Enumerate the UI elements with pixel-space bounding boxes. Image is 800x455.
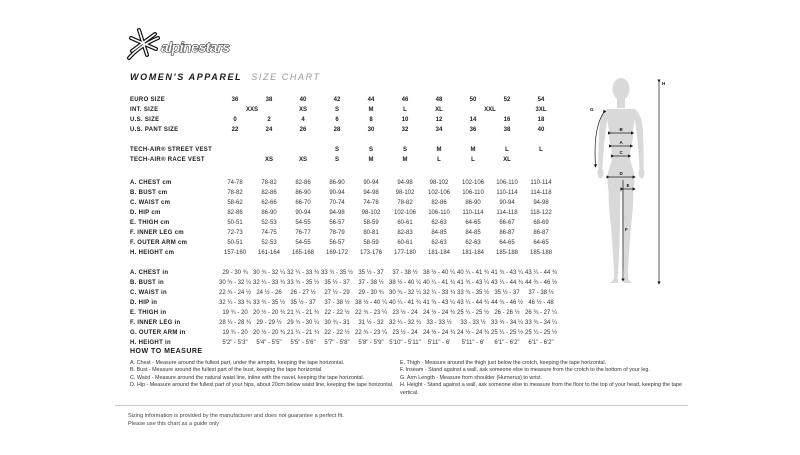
- row-label: C. WAIST cm: [130, 200, 171, 206]
- size-cell: M: [436, 147, 442, 153]
- size-cell: 33 - 33 ½: [426, 320, 452, 326]
- row-label: E. THIGH in: [130, 310, 167, 316]
- size-cell: L: [539, 147, 543, 153]
- size-cell: 82-83: [397, 230, 413, 236]
- size-cell: 82-86: [227, 210, 243, 216]
- size-cell: 177-180: [393, 250, 417, 256]
- row-label: G. OUTER ARM in: [130, 330, 186, 336]
- size-cell: 37 - 38 ½: [392, 270, 418, 276]
- size-cell: 52-53: [261, 220, 277, 226]
- footer-divider: [115, 405, 688, 406]
- measure-instruction: H. Height - Stand against a wall, ask someone else to measure from the floor to the top of your head, keeping the tape vertical.: [400, 382, 682, 396]
- size-cell: 42: [333, 97, 341, 103]
- size-cell: 10: [401, 117, 409, 123]
- size-cell: 50-51: [227, 220, 243, 226]
- size-cell: 8: [369, 117, 373, 123]
- size-cell: 94-98: [329, 210, 345, 216]
- page-title-main: WOMEN'S APPAREL: [130, 72, 243, 82]
- size-cell: 32 ¼ - 32 ¾: [388, 320, 422, 326]
- size-cell: 35 ½ - 37: [290, 300, 316, 306]
- size-cell: 35 ½ - 37: [324, 280, 350, 286]
- size-cell: 26: [299, 127, 307, 133]
- size-cell: 64-65: [499, 240, 515, 246]
- size-cell: L: [471, 157, 475, 163]
- figure-label-bust: B: [619, 127, 623, 132]
- size-cell: 33 ¾ - 35 ½: [456, 290, 490, 296]
- size-cell: 110-114: [496, 190, 518, 196]
- alpinestars-logo: [126, 22, 244, 73]
- table-row: [130, 338, 558, 348]
- how-to-measure-left-column: [130, 360, 398, 390]
- size-cell: 46 ½ - 48: [528, 300, 554, 306]
- row-label: U.S. PANT SIZE: [130, 127, 179, 133]
- size-cell: 26 - 27 ½: [290, 290, 316, 296]
- size-cell: [524, 155, 558, 165]
- how-to-measure-right-column: [400, 360, 682, 397]
- size-cell: 185-188: [529, 250, 553, 256]
- size-cell: 165-168: [291, 250, 315, 256]
- size-cell: 5'11" - 6': [461, 340, 485, 346]
- size-cell: 32 ¼ - 33 ¾: [286, 270, 320, 276]
- table-row: [130, 115, 558, 125]
- size-cell: 33 ¾ - 34 ¼: [490, 320, 524, 326]
- size-cell: 18: [537, 117, 545, 123]
- how-to-measure-heading: HOW TO MEASURE: [130, 348, 203, 355]
- size-cell: 38 ½ - 40 ¼: [422, 270, 456, 276]
- table-row: [130, 95, 558, 105]
- size-cell: 19 ¾ - 20: [222, 330, 248, 336]
- size-cell: 46: [401, 97, 409, 103]
- size-cell: 66-67: [499, 220, 515, 226]
- row-label: D. HIP in: [130, 300, 158, 306]
- size-cell: M: [368, 107, 374, 113]
- table-row: [130, 155, 558, 165]
- size-cell: 33 ¾ - 35 ½: [320, 270, 354, 276]
- row-label: H. HEIGHT cm: [130, 250, 175, 256]
- size-cell: 64-65: [465, 220, 481, 226]
- size-cell: 32 ¼ - 33 ¾: [422, 290, 456, 296]
- size-cell: 118-122: [530, 210, 552, 216]
- figure-label-thigh: E: [626, 183, 630, 188]
- size-cell: 40: [299, 97, 307, 103]
- size-cell: 41 ¾ - 43 ¼: [490, 270, 524, 276]
- size-cell: 32 ¼ - 33 ¾: [252, 280, 286, 286]
- size-cell: 5'2" - 5'3": [222, 340, 248, 346]
- size-cell: S: [334, 157, 339, 163]
- size-cell: 86-90: [261, 210, 277, 216]
- measure-instruction: G. Arm Length - Measure from shoulder (Humerus) to wrist.: [400, 374, 542, 381]
- measure-instruction: E. Thigh - Measure around the thigh just below the crotch, keeping the tape horizontal.: [400, 360, 607, 366]
- size-cell: 86-90: [329, 180, 345, 186]
- size-cell: 24: [265, 127, 273, 133]
- size-cell: 6'1" - 6'2": [528, 340, 554, 346]
- row-label: EURO SIZE: [130, 97, 166, 103]
- size-cell: 48: [435, 97, 443, 103]
- row-label: TECH-AIR® STREET VEST: [130, 147, 213, 153]
- size-cell: 36: [469, 127, 477, 133]
- size-cell: 114-118: [530, 190, 552, 196]
- size-cell: 106-110: [428, 210, 450, 216]
- size-cell: 38 ½ - 40 ¼: [388, 280, 422, 286]
- size-cell: 32: [401, 127, 409, 133]
- size-cell: 16: [503, 117, 511, 123]
- figure-label-waist: C: [619, 150, 623, 155]
- size-cell: 86-90: [295, 190, 311, 196]
- size-cell: 44: [367, 97, 375, 103]
- footer-note-line1: Sizing information is provided by the manufacturer and does not guarantee a perfect fit.: [128, 413, 344, 419]
- size-cell: 86-87: [499, 230, 515, 236]
- size-cell: L: [505, 147, 509, 153]
- size-cell: 94-98: [363, 190, 379, 196]
- footer-note-line2: Please use this chart as a guide only: [128, 421, 220, 427]
- size-cell: 66-70: [295, 200, 311, 206]
- size-cell: 58-62: [227, 200, 243, 206]
- size-cell: M: [368, 157, 374, 163]
- size-cell: 22 - 22 ½: [324, 310, 350, 316]
- row-label: E. THIGH cm: [130, 220, 170, 226]
- size-cell: 98-102: [395, 190, 415, 196]
- size-cell: 60-61: [397, 220, 413, 226]
- size-cell: 44 ¾ - 46 ½: [490, 300, 524, 306]
- size-cell: XXL: [484, 107, 496, 113]
- size-cell: 185-188: [495, 250, 519, 256]
- size-cell: 22 ¾ - 24 ½: [218, 290, 252, 296]
- size-cell: 28 ¼ - 28 ¾: [218, 320, 252, 326]
- size-cell: 98-102: [361, 210, 381, 216]
- table-row: [130, 198, 558, 208]
- size-cell: 62-63: [431, 220, 447, 226]
- row-label: F. OUTER ARM cm: [130, 240, 188, 246]
- row-label: F. INNER LEG cm: [130, 230, 184, 236]
- size-cell: 181-184: [461, 250, 485, 256]
- size-table-body: [130, 95, 558, 348]
- size-cell: 26 - 26 ½: [494, 310, 520, 316]
- row-label: U.S. SIZE: [130, 117, 160, 123]
- logo-wordmark: alpinestars: [161, 39, 230, 55]
- size-cell: 25 ¼ - 25 ½: [524, 330, 558, 336]
- size-cell: 173-176: [359, 250, 383, 256]
- table-row: [130, 278, 558, 288]
- size-cell: 29 - 30 ¾: [222, 270, 248, 276]
- size-cell: 26 ¾ - 27 ¼: [524, 310, 558, 316]
- size-cell: XL: [435, 107, 443, 113]
- size-cell: 62-63: [465, 240, 481, 246]
- figure-label-height: H: [662, 81, 666, 86]
- page-title-sub: SIZE CHART: [251, 72, 321, 82]
- measure-instruction: B. Bust - Measure around the fullest part of the bust, keeping the tape horizontal.: [130, 367, 323, 374]
- size-cell: 169-172: [325, 250, 349, 256]
- size-cell: 22 ¾ - 23 ¼: [354, 310, 388, 316]
- measure-instruction: F. Inseam - Stand against a wall, ask someone else to measure from the crotch to the bottom of your leg.: [400, 367, 650, 374]
- size-cell: 50: [469, 97, 477, 103]
- size-cell: 5'8" - 5'9": [358, 340, 384, 346]
- row-label: B. BUST cm: [130, 190, 168, 196]
- size-cell: 28: [333, 127, 341, 133]
- size-cell: 35 ½ - 37: [494, 290, 520, 296]
- size-cell: 44 ¾ - 46 ½: [524, 280, 558, 286]
- table-row: [130, 178, 558, 188]
- size-cell: 43 ¼ - 44 ¾: [490, 280, 524, 286]
- size-cell: 37 - 38 ½: [528, 290, 554, 296]
- table-spacer: [130, 258, 558, 268]
- size-cell: 33 ¾ - 35 ½: [252, 300, 286, 306]
- size-cell: 25 ¼ - 25 ½: [490, 330, 524, 336]
- size-cell: 84-85: [465, 230, 481, 236]
- size-cell: S: [402, 147, 407, 153]
- page-title: [130, 72, 321, 82]
- size-cell: 41 ¾ - 43 ¼: [456, 280, 490, 286]
- size-cell: 98-102: [429, 180, 449, 186]
- size-cell: 33 - 33 ½: [460, 320, 486, 326]
- size-cell: M: [470, 147, 476, 153]
- figure-label-chest: A: [619, 140, 623, 145]
- size-cell: 29 ¾ - 30 ¼: [286, 320, 320, 326]
- size-cell: 30 ¾ - 32 ¼: [388, 290, 422, 296]
- size-cell: 82-86: [261, 190, 277, 196]
- size-cell: 54: [537, 97, 545, 103]
- size-cell: 52: [503, 97, 511, 103]
- figure-label-inseam: F: [625, 227, 628, 232]
- size-cell: 78-82: [227, 190, 243, 196]
- size-cell: 6: [335, 117, 339, 123]
- row-label: A. CHEST in: [130, 270, 169, 276]
- size-cell: 40 ¼ - 41 ¾: [456, 270, 490, 276]
- size-cell: 74-75: [261, 230, 277, 236]
- row-label: H. HEIGHT in: [130, 340, 171, 346]
- size-cell: 110-114: [462, 210, 484, 216]
- table-row: [130, 268, 558, 278]
- size-cell: 60-61: [397, 240, 413, 246]
- size-cell: 102-106: [427, 190, 451, 196]
- size-cell: 74-78: [227, 180, 243, 186]
- size-chart-table: [130, 95, 558, 348]
- table-row: [130, 318, 558, 328]
- size-cell: 20 ½ - 20 ¾: [252, 330, 286, 336]
- size-cell: 29 - 29 ½: [256, 320, 282, 326]
- size-cell: 94-98: [397, 180, 413, 186]
- size-cell: 34: [435, 127, 443, 133]
- size-cell: 84-85: [431, 230, 447, 236]
- size-cell: 62-63: [431, 240, 447, 246]
- table-row: [130, 228, 558, 238]
- size-cell: XL: [503, 157, 511, 163]
- size-cell: 23 ½ - 24: [392, 330, 418, 336]
- size-cell: 33 ¾ - 34 ¼: [524, 320, 558, 326]
- size-cell: 27 ½ - 29: [324, 290, 350, 296]
- size-cell: 19 ¾ - 20: [222, 310, 248, 316]
- size-cell: 86-90: [465, 200, 481, 206]
- size-cell: 78-79: [329, 230, 345, 236]
- size-cell: XS: [298, 107, 307, 113]
- size-cell: 56-57: [329, 220, 345, 226]
- size-cell: 82-86: [431, 200, 447, 206]
- size-cell: 5'10" - 5'11": [389, 340, 421, 346]
- size-cell: 5'5" - 5'6": [290, 340, 316, 346]
- table-row: [130, 288, 558, 298]
- size-cell: 36: [231, 97, 239, 103]
- body-measurement-figure: [583, 76, 675, 296]
- size-cell: 24 ½ - 24 ¾: [422, 330, 456, 336]
- size-cell: 24 ½ - 24 ¾: [456, 330, 490, 336]
- size-cell: 30 ¾ - 32 ¼: [218, 280, 252, 286]
- size-cell: S: [334, 107, 339, 113]
- row-label: C. WAIST in: [130, 290, 167, 296]
- table-row: [130, 218, 558, 228]
- size-cell: 6'1" - 6'2": [494, 340, 520, 346]
- size-cell: 4: [301, 117, 305, 123]
- figure-label-hip: D: [619, 171, 623, 176]
- size-cell: 106-110: [462, 190, 484, 196]
- size-cell: 40: [537, 127, 545, 133]
- size-cell: 102-106: [393, 210, 417, 216]
- size-cell: S: [334, 147, 339, 153]
- table-spacer: [130, 135, 558, 145]
- size-cell: 41 ¾ - 43 ¼: [422, 300, 456, 306]
- size-cell: 90-94: [499, 200, 515, 206]
- size-cell: 94-98: [533, 200, 549, 206]
- size-cell: 90-94: [329, 190, 345, 196]
- size-cell: 181-184: [427, 250, 451, 256]
- size-cell: 68-69: [533, 220, 549, 226]
- size-cell: 22 ¾ - 23 ¼: [354, 330, 388, 336]
- size-cell: 24 ½ - 26: [256, 290, 282, 296]
- size-cell: 54-55: [295, 240, 311, 246]
- table-row: [130, 145, 558, 155]
- table-row: [130, 328, 558, 338]
- size-cell: 12: [435, 117, 443, 123]
- size-cell: 38: [265, 97, 273, 103]
- size-cell: 23 ½ - 24: [392, 310, 418, 316]
- size-cell: 5'11" - 6': [427, 340, 451, 346]
- size-cell: 31 ½ - 32: [358, 320, 384, 326]
- size-cell: 43 ¼ - 44 ¾: [524, 270, 558, 276]
- size-cell: 43 ¼ - 44 ¾: [456, 300, 490, 306]
- size-cell: 40 ¼ - 41 ¾: [422, 280, 456, 286]
- size-cell: 0: [233, 117, 237, 123]
- size-cell: 157-160: [223, 250, 247, 256]
- size-cell: [252, 145, 286, 155]
- size-cell: XXS: [245, 107, 258, 113]
- table-row: [130, 248, 558, 258]
- row-label: INT. SIZE: [130, 107, 159, 113]
- size-cell: 114-118: [496, 210, 518, 216]
- size-cell: 64-65: [533, 240, 549, 246]
- size-cell: 110-114: [530, 180, 552, 186]
- female-silhouette-icon: [583, 76, 675, 291]
- table-row: [130, 105, 558, 115]
- size-cell: 82-86: [295, 180, 311, 186]
- measure-instruction: A. Chest - Measure around the fullest part, under the armpits, keeping the tape horizontal.: [130, 360, 345, 366]
- size-cell: 106-110: [496, 180, 518, 186]
- size-cell: 56-57: [329, 240, 345, 246]
- row-label: B. BUST in: [130, 280, 164, 286]
- size-cell: 29 - 30 ¾: [358, 290, 384, 296]
- size-cell: 2: [267, 117, 271, 123]
- table-row: [130, 208, 558, 218]
- size-cell: 14: [469, 117, 477, 123]
- size-cell: L: [437, 157, 441, 163]
- size-cell: 30: [367, 127, 375, 133]
- size-cell: [286, 145, 320, 155]
- measure-instruction: D. Hip - Measure around the fullest part of your hips, about 20cm below waist line, keeping the tape horizontal.: [130, 382, 394, 389]
- size-cell: [218, 145, 252, 155]
- size-cell: 80-81: [363, 230, 379, 236]
- size-cell: 62-66: [261, 200, 277, 206]
- size-cell: XS: [264, 157, 273, 163]
- size-cell: M: [402, 157, 408, 163]
- size-cell: 90-94: [295, 210, 311, 216]
- footer-note: [128, 412, 344, 428]
- size-cell: 74-78: [363, 200, 379, 206]
- size-cell: 52-53: [261, 240, 277, 246]
- table-row: [130, 125, 558, 135]
- row-label: D. HIP cm: [130, 210, 161, 216]
- size-cell: 37 - 38 ½: [324, 300, 350, 306]
- size-cell: 21 ¼ - 21 ¾: [286, 330, 320, 336]
- table-row: [130, 238, 558, 248]
- size-cell: 22: [231, 127, 239, 133]
- measure-instruction: C. Waist - Measure around the natural waist line, inline with the navel, keeping the tape horizontal.: [130, 374, 365, 381]
- table-row: [130, 298, 558, 308]
- size-cell: 58-59: [363, 240, 379, 246]
- size-cell: 38 ½ - 40 ¼: [354, 300, 388, 306]
- size-cell: 90-94: [363, 180, 379, 186]
- size-cell: 161-164: [257, 250, 281, 256]
- size-cell: 76-77: [295, 230, 311, 236]
- size-cell: 78-82: [397, 200, 413, 206]
- size-cell: 50-51: [227, 240, 243, 246]
- size-cell: [218, 155, 252, 165]
- size-cell: 102-106: [461, 180, 485, 186]
- row-label: A. CHEST cm: [130, 180, 172, 186]
- size-cell: 30 ¾ - 32 ¼: [252, 270, 286, 276]
- size-cell: 20 ½ - 20 ¾: [252, 310, 286, 316]
- size-cell: 24 ½ - 24 ¾: [422, 310, 456, 316]
- size-cell: 37 - 38 ½: [358, 280, 384, 286]
- size-cell: 21 ¼ - 21 ¾: [286, 310, 320, 316]
- size-cell: 5'4" - 5'5": [256, 340, 282, 346]
- size-cell: 25 ¼ - 25 ½: [456, 310, 490, 316]
- size-cell: 72-73: [227, 230, 243, 236]
- size-cell: 54-55: [295, 220, 311, 226]
- size-cell: 5'7" - 5'8": [324, 340, 350, 346]
- table-row: [130, 308, 558, 318]
- size-cell: 70-74: [329, 200, 345, 206]
- size-cell: 22 - 22 ½: [324, 330, 350, 336]
- size-cell: L: [403, 107, 407, 113]
- size-cell: 38: [503, 127, 511, 133]
- size-cell: 32 ¼ - 33 ¾: [218, 300, 252, 306]
- alpinestars-logo-icon: [126, 22, 244, 68]
- size-cell: 86-87: [533, 230, 549, 236]
- size-cell: 35 ½ - 37: [358, 270, 384, 276]
- table-row: [130, 188, 558, 198]
- row-label: TECH-AIR® RACE VEST: [130, 157, 205, 163]
- size-cell: XS: [298, 157, 307, 163]
- size-cell: S: [368, 147, 373, 153]
- figure-label-arm: G: [590, 107, 594, 112]
- size-cell: 40 ¼ - 41 ¾: [388, 300, 422, 306]
- size-cell: 33 ¾ - 35 ½: [286, 280, 320, 286]
- size-cell: 3XL: [535, 107, 547, 113]
- size-cell: 30 ¾ - 31: [324, 320, 350, 326]
- size-cell: 58-59: [363, 220, 379, 226]
- table-spacer: [130, 165, 558, 178]
- size-cell: 78-82: [261, 180, 277, 186]
- row-label: F. INNER LEG in: [130, 320, 181, 326]
